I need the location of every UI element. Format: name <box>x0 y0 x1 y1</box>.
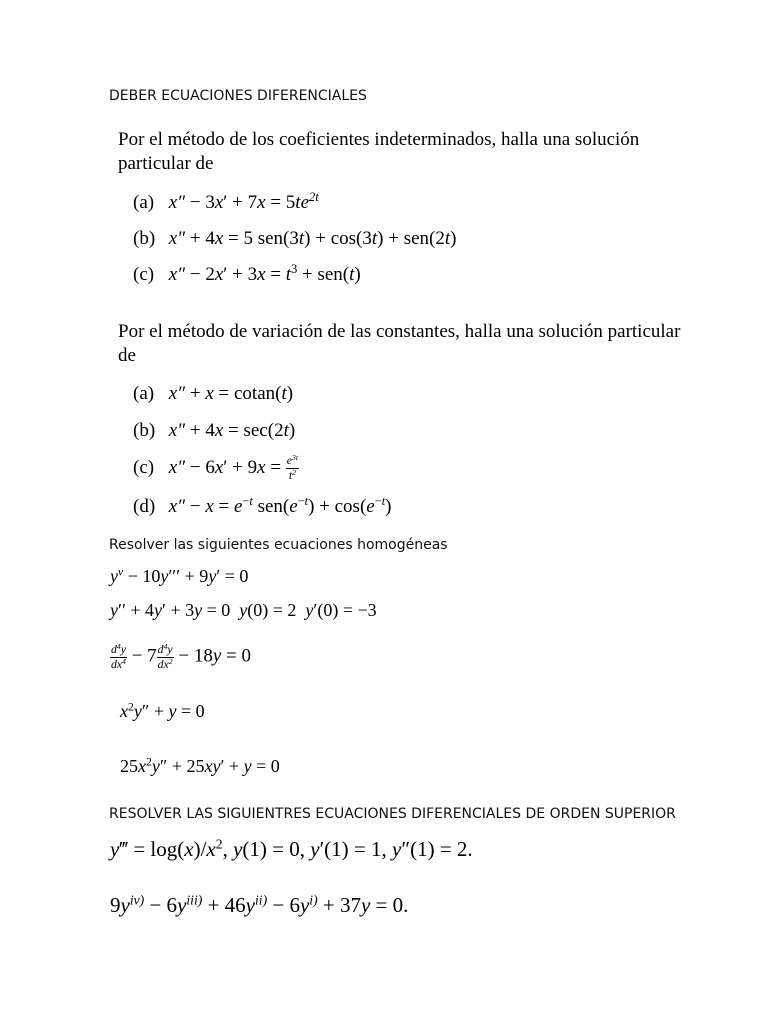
item-label: (b) <box>133 420 156 441</box>
homogeneous-equation-4: $x^2y'' + y = 0$ <box>120 700 205 721</box>
section1-item-c <box>133 264 361 286</box>
item-label: (c) <box>133 264 155 285</box>
higher-order-equation-1: y‴ = $\log(x)/x^2$, y(1) = 0, y′(1) = 1, y″(1) = 2. <box>110 836 473 861</box>
equation: x″ − 6x′ + 9x = $\frac{e^{3t}}{t^2}$ <box>168 452 298 482</box>
higher-order-equation-2: $9y^{iv)} - 6y^{iii)} + 46y^{ii)} - 6y^{i)} + 37y = 0$. <box>110 892 409 917</box>
item-label: (c) <box>133 456 155 478</box>
section2-item-a <box>133 383 293 405</box>
section4-heading: RESOLVER LAS SIGUIENTRES ECUACIONES DIFERENCIALES DE ORDEN SUPERIOR <box>109 806 676 822</box>
equation: $x'' - 3x' + 7x = 5te^{2t}$ <box>168 190 319 213</box>
homogeneous-equation-3: $\frac{d^4y}{dx^4}$ − 7 $\frac{d^4y}{dx^2}$ − 18y = 0 <box>111 641 251 671</box>
section2-item-d <box>133 496 391 518</box>
section1-intro: Por el método de los coeficientes indeterminados, halla una solución particular de <box>118 129 640 174</box>
equation: $x'' - 2x' + 3x = t^3 + sen(t)$ <box>168 262 361 285</box>
section2-intro: Por el método de variación de las constantes, halla una solución particular de <box>118 321 681 366</box>
item-label: (b) <box>133 228 156 249</box>
section3-heading: Resolver las siguientes ecuaciones homogéneas <box>109 537 448 553</box>
section2-item-b <box>133 420 295 442</box>
equation: x″ + 4x = 5 sen(3t) + cos(3t) + sen(2t) <box>168 228 457 249</box>
item-label: (a) <box>133 383 155 404</box>
item-label: (d) <box>133 496 156 517</box>
homogeneous-equation-5: $25x^2y'' + 25xy' + y = 0$ <box>120 755 280 776</box>
section1-item-a <box>133 192 319 214</box>
equation: x″ + x = cotan(t) <box>168 383 294 404</box>
section1-item-b <box>133 228 456 250</box>
document-title: DEBER ECUACIONES DIFERENCIALES <box>109 88 367 104</box>
item-label: (a) <box>133 192 155 213</box>
section2-item-c <box>133 452 299 482</box>
homogeneous-equation-2: y′′ + 4y′ + 3y = 0 y(0) = 2 y′(0) = −3 <box>110 600 377 620</box>
homogeneous-equation-1: $y^v - 10y''' + 9y' = 0$ <box>110 565 249 586</box>
equation: $x'' - x = e^{-t}$ $sen(e^{-t}) + \cos(e^{-t})$ <box>168 494 392 517</box>
equation: x″ + 4x = sec(2t) <box>168 420 296 441</box>
